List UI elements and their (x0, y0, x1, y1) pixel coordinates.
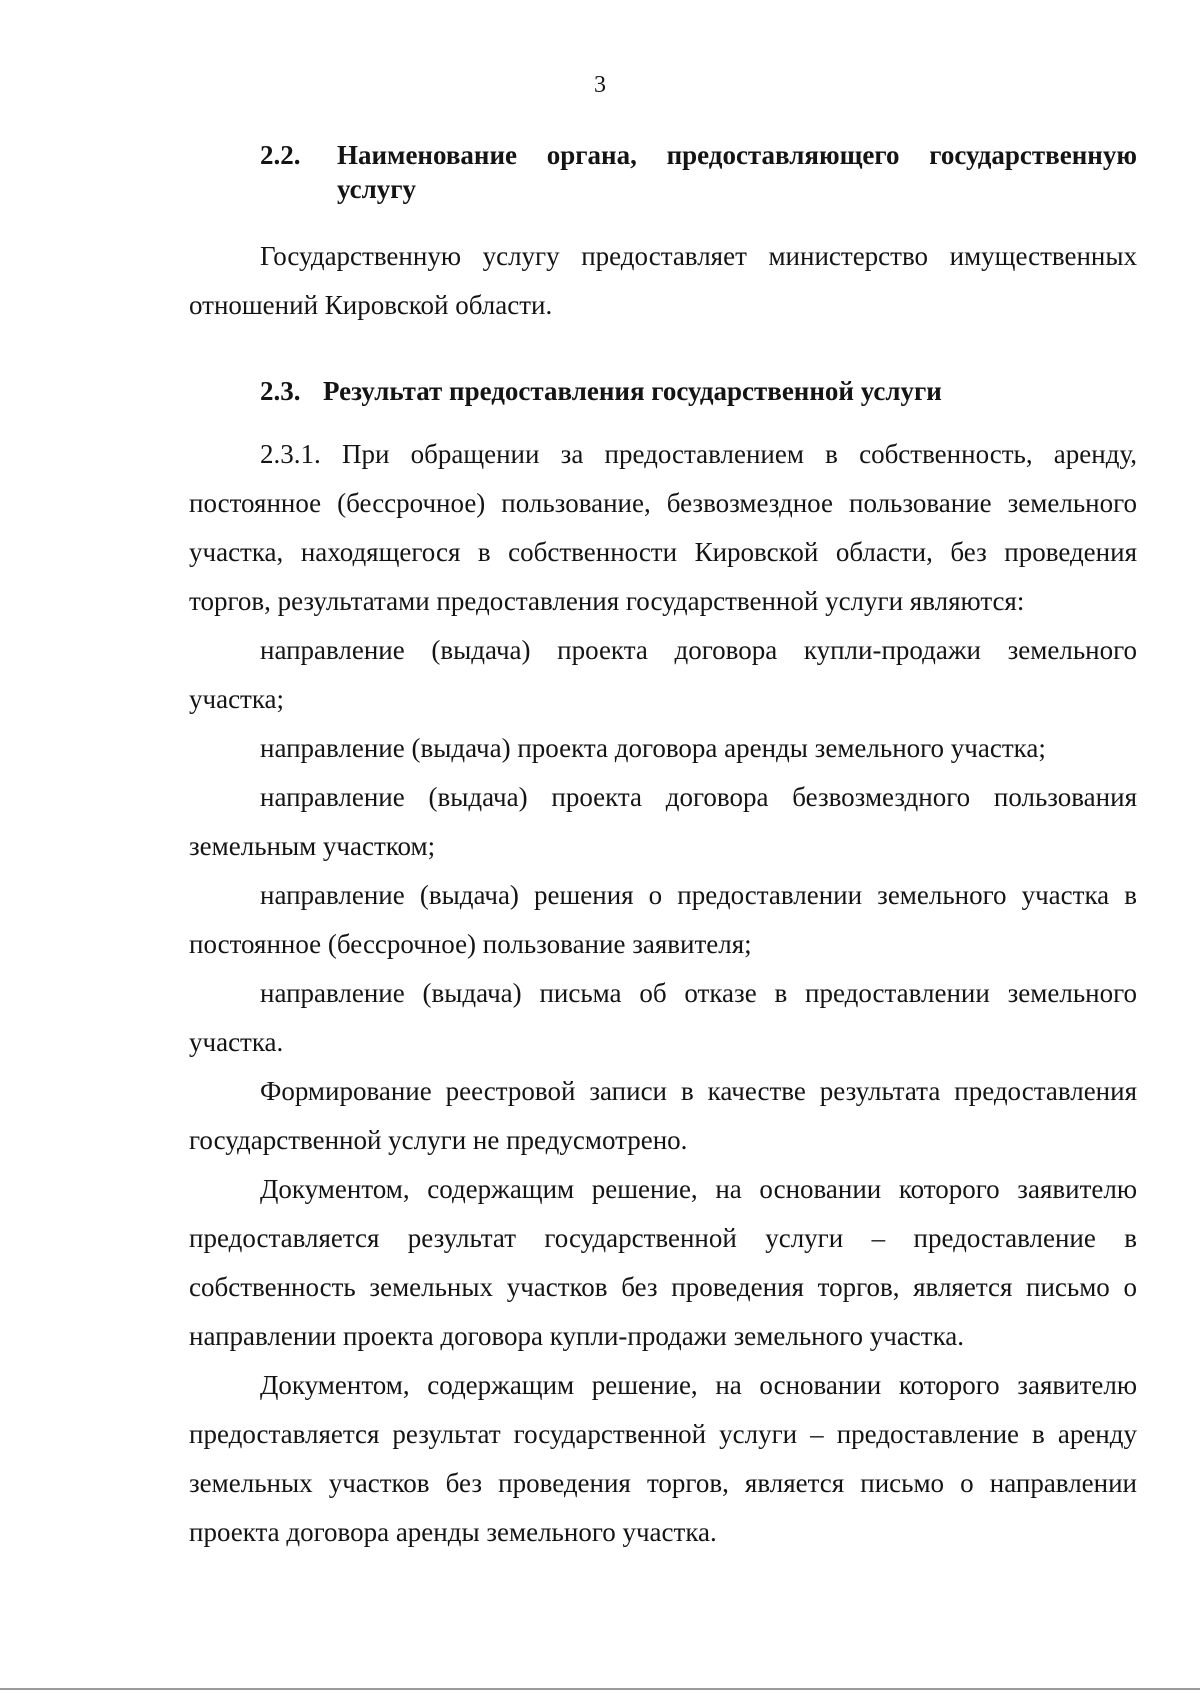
page-number: 3 (594, 72, 606, 98)
section-number: 2.2. (260, 140, 301, 170)
paragraph: Документом, содержащим решение, на основании которого заявителю предоставляется результат государственной услуги – предоставление в аренду земельных участков без проведения торгов, является письмо о направлении проекта договора аренды земельного участка. (189, 1370, 1137, 1547)
list-item-paragraph: направление (выдача) проекта договора безвозмездного пользования земельным участком; (189, 782, 1137, 861)
paragraph: Формирование реестровой записи в качестве результата предоставления государственной услуги не предусмотрено. (189, 1076, 1137, 1155)
scan-edge-line (0, 1688, 1200, 1690)
section-title: Наименование органа, предоставляющего государственную услугу (337, 140, 1137, 204)
list-item-paragraph: направление (выдача) проекта договора аренды земельного участка; (260, 733, 1046, 763)
list-item-paragraph: направление (выдача) решения о предоставлении земельного участка в постоянное (бессрочное) пользование заявителя; (189, 880, 1137, 959)
section-heading-2-2 (189, 138, 1137, 206)
section-heading-2-3 (189, 374, 1137, 408)
document-body (189, 138, 1137, 1557)
list-item-paragraph: направление (выдача) письма об отказе в предоставлении земельного участка. (189, 978, 1137, 1057)
section-number: 2.3. (260, 376, 301, 406)
paragraph: Документом, содержащим решение, на основании которого заявителю предоставляется результат государственной услуги – предоставление в собственность земельных участков без проведения торгов, является письмо о направлении проекта договора купли-продажи земельного участка. (189, 1174, 1137, 1351)
paragraph: Государственную услугу предоставляет министерство имущественных отношений Кировской области. (189, 241, 1137, 320)
section-title: Результат предоставления государственной услуги (323, 376, 942, 406)
list-item-paragraph: направление (выдача) проекта договора купли-продажи земельного участка; (189, 635, 1137, 714)
paragraph: 2.3.1. При обращении за предоставлением в собственность, аренду, постоянное (бессрочное) пользование, безвозмездное пользование земельного участка, находящегося в собственности Кировской области, без проведения торгов, результатами предоставления государственной услуги являются: (189, 439, 1137, 616)
